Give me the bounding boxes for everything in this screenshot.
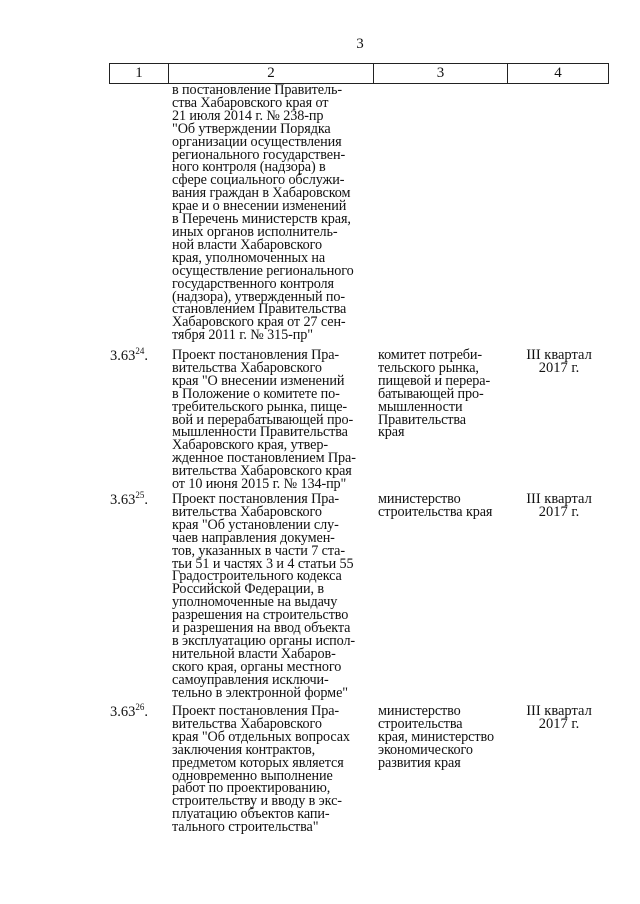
text-line: министерство [378, 491, 461, 507]
text-line: регионального государствен- [172, 146, 346, 163]
row-responsible [378, 349, 490, 439]
text-line: разрешения на строительство [172, 607, 349, 624]
text-line: края "О внесении изменений [172, 372, 345, 389]
text-line: тов, указанных в части 7 ста- [172, 542, 345, 559]
row-number-suffix: . [144, 704, 148, 720]
column-header-4: 4 [554, 65, 562, 81]
text-line: Проект постановления Пра- [172, 347, 340, 363]
text-line: в постановление Правитель- [172, 82, 342, 98]
text-line: мышленности [378, 398, 463, 415]
row-number-sup: 25 [135, 490, 145, 500]
column-header-2: 2 [169, 64, 374, 83]
text-line: государственного контроля [172, 275, 334, 292]
text-line: крае и о внесении изменений [172, 198, 347, 215]
text-line: экономического [378, 741, 473, 758]
row-description [172, 705, 350, 834]
text-line: тьи 51 и частях 3 и 4 статьи 55 [172, 555, 354, 572]
text-line: ной власти Хабаровского [172, 236, 323, 253]
text-line: края [378, 424, 405, 441]
row-number-base: 3.63 [110, 492, 136, 508]
text-line: в Перечень министерств края, [172, 211, 351, 228]
text-line: становлением Правительства [172, 301, 347, 318]
text-line: "Об утверждении Порядка [172, 120, 331, 137]
text-line: требительского рынка, пище- [172, 398, 348, 415]
text-line: вительства Хабаровского [172, 503, 322, 520]
text-line: в эксплуатацию органы испол- [172, 632, 356, 649]
text-line: самоуправления исключи- [172, 671, 329, 688]
text-line: комитет потреби- [378, 347, 483, 363]
text-line: III квартал [526, 703, 592, 719]
text-line: вой и перерабатывающей про- [172, 411, 354, 428]
text-line: строительства края [378, 503, 493, 520]
text-line: ного контроля (надзора) в [172, 159, 326, 176]
text-line: тельно в электронной форме" [172, 684, 348, 701]
text-line: пищевой и перера- [378, 372, 491, 389]
text-line: края "Об установлении слу- [172, 516, 339, 533]
row-responsible [378, 705, 494, 770]
text-line: тельского рынка, [378, 359, 479, 376]
text-line: заключения контрактов, [172, 741, 316, 758]
text-line: нительной власти Хабаров- [172, 645, 336, 662]
text-line: сфере социального обслужи- [172, 172, 345, 189]
text-line: Проект постановления Пра- [172, 491, 340, 507]
row-number-suffix: . [144, 348, 148, 364]
text-line: края, министерство [378, 728, 494, 745]
text-line: батывающей про- [378, 385, 484, 402]
text-line: Правительства [378, 411, 466, 428]
row-number [110, 702, 148, 720]
text-line: строительству и вводу в экс- [172, 793, 342, 810]
text-line: Российской Федерации, в [172, 581, 324, 598]
text-line: плуатацию объектов капи- [172, 806, 330, 823]
page-number: 3 [356, 36, 364, 52]
text-line: жденное постановлением Пра- [172, 450, 356, 467]
text-line: 2017 г. [538, 716, 580, 732]
text-line: вания граждан в Хабаровском [172, 185, 351, 202]
continuation-description [172, 84, 354, 342]
text-line: осуществление регионального [172, 262, 354, 279]
text-line: вительства Хабаровского [172, 715, 322, 732]
text-line: 2017 г. [538, 504, 580, 520]
row-description [172, 349, 356, 491]
text-line: края, уполномоченных на [172, 249, 326, 266]
text-line: организации осуществления [172, 133, 342, 150]
text-line: ства Хабаровского края от [172, 94, 329, 111]
text-line: вительства Хабаровского края [172, 463, 352, 480]
text-line: вительства Хабаровского [172, 359, 322, 376]
text-line: мышленности Правительства [172, 424, 348, 441]
row-number-base: 3.63 [110, 704, 136, 720]
text-line: Хабаровского края от 27 сен- [172, 314, 346, 331]
column-header-3: 3 [374, 64, 508, 83]
text-line: в Положение о комитете по- [172, 385, 340, 402]
row-term [514, 493, 604, 519]
text-line: одновременно выполнение [172, 767, 333, 784]
row-number-sup: 24 [135, 346, 145, 356]
text-line: развития края [378, 754, 461, 771]
row-number-base: 3.63 [110, 348, 136, 364]
text-line: и разрешения на ввод объекта [172, 620, 351, 637]
text-line: 2017 г. [538, 360, 580, 376]
text-line: III квартал [526, 491, 592, 507]
text-line: Хабаровского края, утвер- [172, 437, 328, 454]
text-line: работ по проектированию, [172, 780, 331, 797]
text-line: (надзора), утвержденный по- [172, 288, 346, 305]
text-line: строительства [378, 715, 463, 732]
text-line: тального строительства" [172, 819, 319, 836]
text-line: Градостроительного кодекса [172, 568, 342, 585]
row-responsible [378, 493, 492, 519]
text-line: иных органов исполнитель- [172, 223, 338, 240]
text-line: ского края, органы местного [172, 658, 342, 675]
row-number [110, 346, 148, 364]
text-line: тября 2011 г. № 315-пр" [172, 327, 313, 344]
text-line: III квартал [526, 347, 592, 363]
row-number-suffix: . [144, 492, 148, 508]
text-line: уполномоченные на выдачу [172, 594, 338, 611]
row-term [514, 705, 604, 731]
text-line: края "Об отдельных вопросах [172, 728, 350, 745]
text-line: предметом которых является [172, 754, 344, 771]
text-line: чаев направления докумен- [172, 529, 335, 546]
text-line: Проект постановления Пра- [172, 703, 340, 719]
text-line: 21 июля 2014 г. № 238-пр [172, 107, 324, 124]
table-header-row [109, 63, 609, 84]
row-description [172, 493, 355, 700]
column-header-1: 1 [110, 64, 169, 83]
row-number-sup: 26 [135, 702, 145, 712]
text-line: от 10 июня 2015 г. № 134-пр" [172, 476, 347, 493]
text-line: министерство [378, 703, 461, 719]
row-number [110, 490, 148, 508]
row-term [514, 349, 604, 375]
